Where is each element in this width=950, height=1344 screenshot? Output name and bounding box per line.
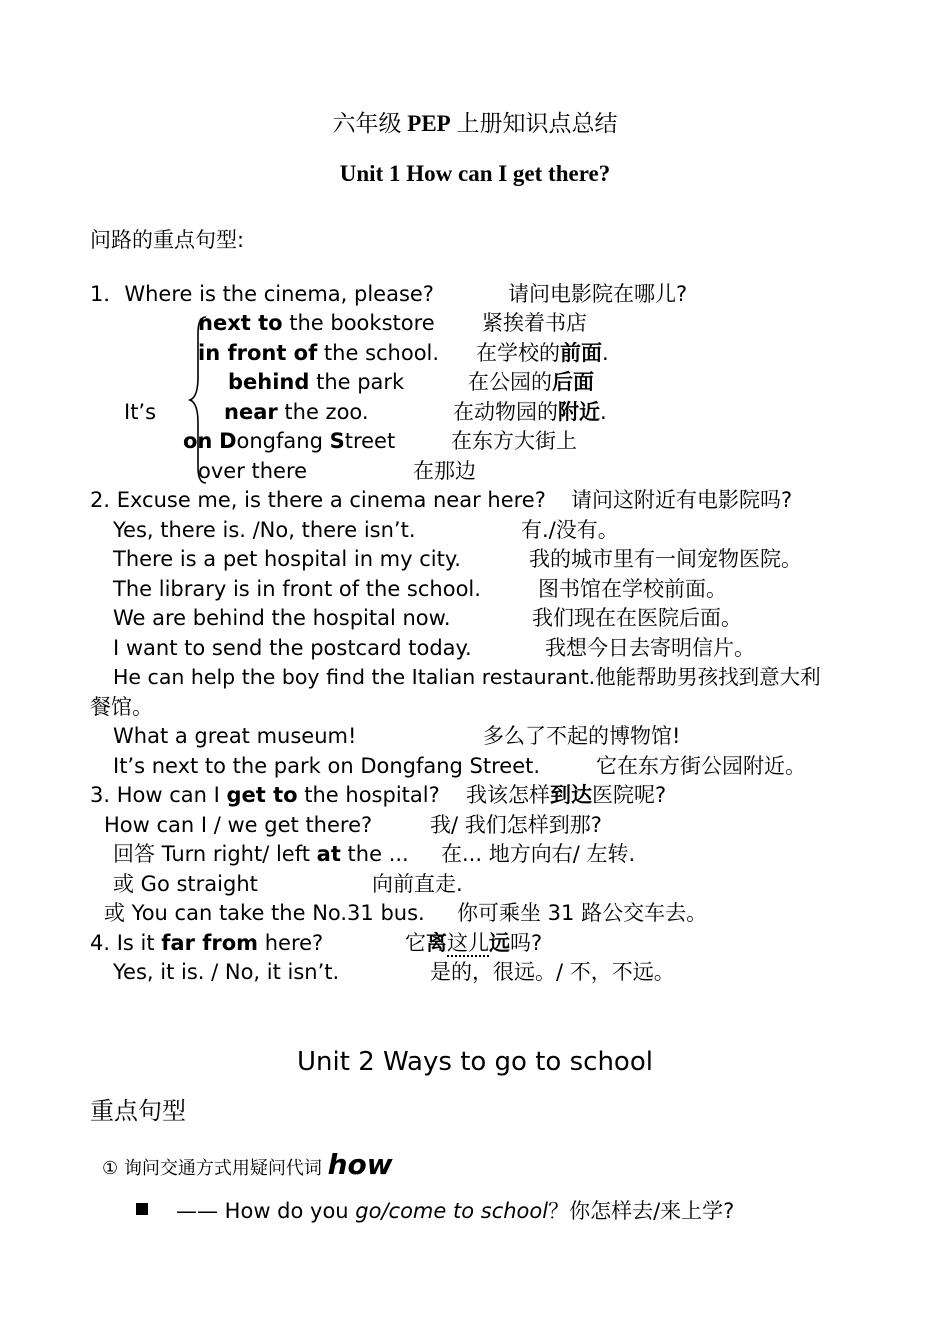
location-text: the school. bbox=[317, 341, 440, 365]
italic-text: to school bbox=[453, 1199, 549, 1223]
q4-line bbox=[90, 929, 323, 957]
location-row-cn bbox=[468, 368, 594, 396]
q2-line: There is a pet hospital in my city. bbox=[113, 547, 461, 571]
cn-text: 在公园的 bbox=[468, 370, 552, 394]
text: 3. How can I bbox=[90, 783, 227, 807]
location-text: the park bbox=[309, 370, 405, 394]
text: 4. Is it bbox=[90, 931, 162, 955]
q2-line: It’s next to the park on Dongfang Street. bbox=[113, 754, 541, 778]
cn-text: 在动物园的 bbox=[453, 400, 558, 424]
q3-line-cn: 你可乘坐 31 路公交车去。 bbox=[457, 901, 708, 925]
unit2-heading: Unit 2 Ways to go to school bbox=[297, 1047, 653, 1077]
q2-line: Yes, there is. /No, there isn’t. bbox=[113, 518, 416, 542]
text: the hospital? bbox=[297, 783, 440, 807]
text: ongfang bbox=[236, 429, 330, 453]
title-prefix: 六年级 bbox=[332, 111, 408, 136]
text: here? bbox=[258, 931, 324, 955]
q3-line bbox=[113, 840, 409, 868]
point-keyword: how bbox=[327, 1148, 393, 1181]
document-title bbox=[0, 110, 950, 138]
cn-text: 它 bbox=[405, 931, 426, 955]
text bbox=[446, 1199, 453, 1223]
text: 回答 Turn right/ left bbox=[113, 842, 317, 866]
location-row: over there bbox=[198, 459, 308, 483]
location-row bbox=[224, 398, 369, 426]
cn-text: 在学校的 bbox=[476, 341, 560, 365]
location-row bbox=[198, 309, 435, 337]
q3-line: How can I / we get there? bbox=[104, 813, 373, 837]
q2-line-cn: 我们现在在医院后面。 bbox=[532, 606, 742, 630]
cn-bold: 后面 bbox=[552, 370, 594, 394]
cn-bold: 附近 bbox=[558, 400, 600, 424]
location-row-cn: 在东方大街上 bbox=[451, 429, 577, 453]
italic-text: go/come bbox=[355, 1199, 447, 1223]
q2-line-wrap: 餐馆。 bbox=[90, 695, 153, 719]
cn-dotted: 这儿 bbox=[447, 931, 489, 955]
location-row-cn: 紧挨着书店 bbox=[482, 311, 587, 335]
q2-line-cn: 多么了不起的博物馆! bbox=[483, 724, 681, 748]
q4-line-cn bbox=[405, 929, 542, 957]
location-row-cn: 在那边 bbox=[413, 459, 476, 483]
q2-line: The library is in front of the school. bbox=[113, 577, 481, 601]
location-row-cn bbox=[476, 339, 609, 367]
q2-line-cn: 图书馆在学校前面。 bbox=[538, 577, 727, 601]
title-bold: PEP bbox=[407, 111, 451, 136]
q3-line bbox=[90, 781, 440, 809]
location-row bbox=[198, 339, 439, 367]
preposition: near bbox=[224, 400, 278, 424]
preposition: behind bbox=[228, 370, 310, 394]
bold-text: D bbox=[219, 429, 237, 453]
q2-line-cn: 它在东方街公园附近。 bbox=[596, 754, 806, 778]
cn-text: 我该怎样 bbox=[466, 783, 550, 807]
cn-bold: 到达 bbox=[550, 783, 592, 807]
bullet-line bbox=[176, 1197, 734, 1225]
bold-text: far from bbox=[161, 931, 259, 955]
its-label: It’s bbox=[124, 400, 157, 424]
q3-line: 或 Go straight bbox=[113, 872, 258, 896]
q3-line-cn bbox=[466, 781, 666, 809]
bold-text: S bbox=[329, 429, 345, 453]
title-suffix: 上册知识点总结 bbox=[450, 111, 618, 136]
q2-line-cn: 请问这附近有电影院吗? bbox=[571, 488, 793, 512]
q1-question: 1．Where is the cinema, please? bbox=[90, 282, 434, 306]
cn-bold: 前面 bbox=[560, 341, 602, 365]
unit1-section-label: 问路的重点句型: bbox=[90, 228, 245, 252]
location-row-cn bbox=[453, 398, 607, 426]
cn-bold: 离 bbox=[426, 931, 447, 955]
location-row bbox=[228, 368, 404, 396]
q4-line-cn: 是的，很远。/ 不，不远。 bbox=[430, 960, 675, 984]
unit1-heading: Unit 1 How can I get there? bbox=[339, 161, 611, 186]
q3-line: 或 You can take the No.31 bus. bbox=[104, 901, 425, 925]
location-text: the zoo. bbox=[277, 400, 369, 424]
q2-line-cn: 我想今日去寄明信片。 bbox=[545, 636, 755, 660]
text: treet bbox=[344, 429, 396, 453]
cn-bold: 远 bbox=[489, 931, 510, 955]
point-text: ① 询问交通方式用疑问代词 bbox=[102, 1158, 328, 1179]
q3-line-cn: 在... 地方向右/ 左转. bbox=[441, 842, 636, 866]
q1-question-cn: 请问电影院在哪儿? bbox=[508, 282, 688, 306]
q2-line: We are behind the hospital now. bbox=[113, 606, 451, 630]
q2-line: What a great museum! bbox=[113, 724, 357, 748]
unit2-point-1 bbox=[102, 1150, 393, 1184]
cn-text: . bbox=[602, 341, 609, 365]
q2-line-cn: 我的城市里有一间宠物医院。 bbox=[529, 547, 802, 571]
cn-text: 医院呢? bbox=[592, 783, 667, 807]
location-text: the bookstore bbox=[282, 311, 435, 335]
text: —— How do you bbox=[176, 1199, 356, 1223]
q2-line: He can help the boy find the Italian restaurant.他能帮助男孩找到意大利 bbox=[113, 665, 821, 689]
square-bullet-icon bbox=[136, 1203, 148, 1215]
q3-line-cn: 向前直走. bbox=[372, 872, 463, 896]
cn-text: . bbox=[600, 400, 607, 424]
q4-line: Yes, it is. / No, it isn’t. bbox=[113, 960, 340, 984]
text: the ... bbox=[340, 842, 409, 866]
q3-line-cn: 我/ 我们怎样到那? bbox=[430, 813, 602, 837]
q2-line: I want to send the postcard today. bbox=[113, 636, 472, 660]
preposition: next to bbox=[198, 311, 283, 335]
bold-text: at bbox=[316, 842, 341, 866]
cn-text: 吗? bbox=[510, 931, 543, 955]
preposition: in front of bbox=[198, 341, 318, 365]
bold-text: get to bbox=[226, 783, 298, 807]
unit2-section-label: 重点句型 bbox=[90, 1097, 186, 1125]
text: ？你怎样去/来上学? bbox=[548, 1199, 735, 1223]
bold-text: on bbox=[183, 429, 213, 453]
location-row bbox=[183, 427, 395, 455]
q2-line-cn: 有./没有。 bbox=[521, 518, 619, 542]
q2-line: 2. Excuse me, is there a cinema near here? bbox=[90, 488, 546, 512]
